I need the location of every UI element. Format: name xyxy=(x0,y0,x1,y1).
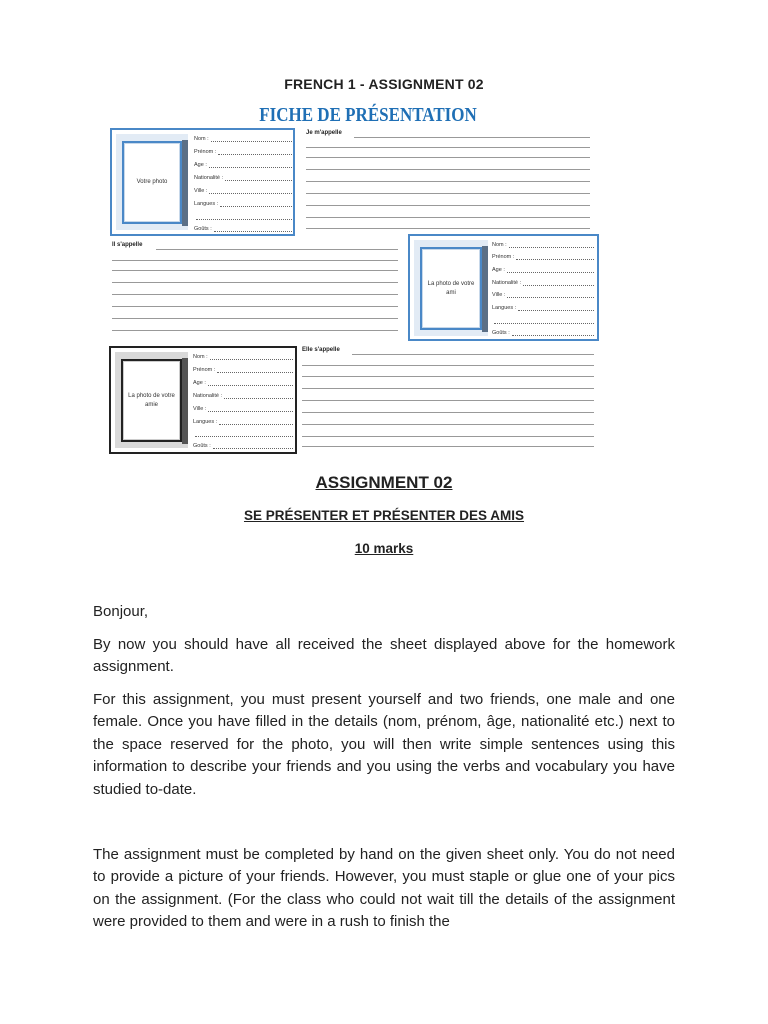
friend-male-write-label: Il s'appelle xyxy=(112,242,143,248)
friend-female-write-line xyxy=(302,400,594,401)
self-field-label: Langues : xyxy=(194,201,219,207)
friend-male-field-line xyxy=(507,266,594,273)
self-field-line xyxy=(211,135,292,142)
friend-male-write-line xyxy=(112,306,398,307)
self-write-line xyxy=(306,169,590,170)
friend-female-field-label: Langues : xyxy=(193,419,218,425)
self-field-line xyxy=(225,174,292,181)
friend-female-field-line xyxy=(208,405,293,412)
friend-female-field-label: Age : xyxy=(193,380,206,386)
self-write-line xyxy=(306,193,590,194)
self-field-line xyxy=(196,213,292,220)
friend-male-photo-label: La photo de votre ami xyxy=(427,280,475,296)
self-field-label: Prénom : xyxy=(194,149,217,155)
friend-male-field-label: Goûts : xyxy=(492,330,510,336)
friend-male-field-label: Prénom : xyxy=(492,254,515,260)
friend-female-write-line xyxy=(302,424,594,425)
paragraph-completion-rules: The assignment must be completed by hand on the given sheet only. You do not need to provide a picture of your friends. However, you must staple or glue one of your pics on the assignment. (For the class who could not wait till the details of the assignment were provided to them and were in a rush to finish the xyxy=(93,846,675,931)
friend-female-photo-frame xyxy=(109,346,297,454)
self-field-label: Nationalité : xyxy=(194,175,224,181)
friend-female-field-line xyxy=(213,442,293,449)
friend-female-field-line xyxy=(224,392,293,399)
friend-male-field-label: Age : xyxy=(492,267,505,273)
self-photo-frame xyxy=(110,128,295,236)
friend-male-field-line xyxy=(523,279,594,286)
self-write-line xyxy=(306,147,590,148)
friend-male-field-label: Nationalité : xyxy=(492,280,522,286)
friend-female-write-line xyxy=(352,354,594,355)
friend-male-photo-frame xyxy=(408,234,599,341)
friend-female-write-line xyxy=(302,412,594,413)
friend-female-field-line xyxy=(219,418,293,425)
friend-male-field-label: Nom : xyxy=(492,242,507,248)
sheet-title: FICHE DE PRÉSENTATION xyxy=(259,103,477,126)
paragraph-instructions: For this assignment, you must present yourself and two friends, one male and one female. Once you have filled in the details (nom, prénom, âge, nationalité etc.) next to the space reserved for the photo, you will then write simple sentences using this information to describe your friends and you using the verbs and vocabulary you have studied to-date. xyxy=(93,691,675,798)
self-field-label: Nom : xyxy=(194,136,209,142)
friend-male-write-line xyxy=(112,318,398,319)
friend-female-write-line xyxy=(302,388,594,389)
self-field-label: Age : xyxy=(194,162,207,168)
friend-female-field-label: Prénom : xyxy=(193,367,216,373)
friend-male-write-line xyxy=(112,270,398,271)
friend-male-field-line xyxy=(516,253,594,260)
friend-female-field-line xyxy=(195,430,293,437)
assignment-heading: ASSIGNMENT 02 xyxy=(315,473,453,492)
self-field-label: Goûts : xyxy=(194,226,212,232)
self-write-label: Je m'appelle xyxy=(306,130,342,136)
friend-female-write-line xyxy=(302,436,594,437)
document-title: FRENCH 1 - ASSIGNMENT 02 xyxy=(284,76,484,92)
friend-female-write-label: Elle s'appelle xyxy=(302,347,340,353)
friend-female-field-label: Goûts : xyxy=(193,443,211,449)
self-write-line xyxy=(306,157,590,158)
friend-male-field-line xyxy=(512,329,594,336)
self-field-line xyxy=(220,200,292,207)
friend-female-write-line xyxy=(302,446,594,447)
friend-male-write-line xyxy=(156,249,398,250)
friend-male-write-line xyxy=(112,294,398,295)
friend-female-write-line xyxy=(302,365,594,366)
self-field-line xyxy=(214,225,292,232)
self-field-label: Ville : xyxy=(194,188,208,194)
friend-female-field-label: Nom : xyxy=(193,354,208,360)
assignment-marks: 10 marks xyxy=(354,541,414,556)
self-field-line xyxy=(218,148,292,155)
friend-female-photo-label: La photo de votre amie xyxy=(128,392,175,408)
friend-male-write-line xyxy=(112,260,398,261)
friend-male-field-line xyxy=(518,304,594,311)
self-field-line xyxy=(209,187,292,194)
self-photo-label: Votre photo xyxy=(136,179,168,185)
friend-male-field-label: Langues : xyxy=(492,305,517,311)
self-write-line xyxy=(354,137,590,138)
paragraph-received-sheet: By now you should have all received the sheet displayed above for the homework assignment. xyxy=(93,636,675,676)
friend-male-write-line xyxy=(112,330,398,331)
friend-female-field-label: Ville : xyxy=(193,406,207,412)
self-field-line xyxy=(209,161,292,168)
self-write-line xyxy=(306,217,590,218)
friend-female-field-line xyxy=(208,379,293,386)
friend-male-write-line xyxy=(112,282,398,283)
assignment-subheading: SE PRÉSENTER ET PRÉSENTER DES AMIS xyxy=(243,508,525,523)
friend-female-field-line xyxy=(210,353,293,360)
friend-male-field-line xyxy=(507,291,594,298)
self-write-line xyxy=(306,228,590,229)
friend-male-field-line xyxy=(494,317,594,324)
friend-female-write-line xyxy=(302,376,594,377)
self-write-line xyxy=(306,205,590,206)
friend-female-field-line xyxy=(217,366,293,373)
friend-male-field-label: Ville : xyxy=(492,292,506,298)
self-write-line xyxy=(306,181,590,182)
greeting: Bonjour, xyxy=(93,603,149,620)
friend-male-field-line xyxy=(509,241,594,248)
presentation-sheet-image xyxy=(108,100,608,458)
friend-female-field-label: Nationalité : xyxy=(193,393,223,399)
